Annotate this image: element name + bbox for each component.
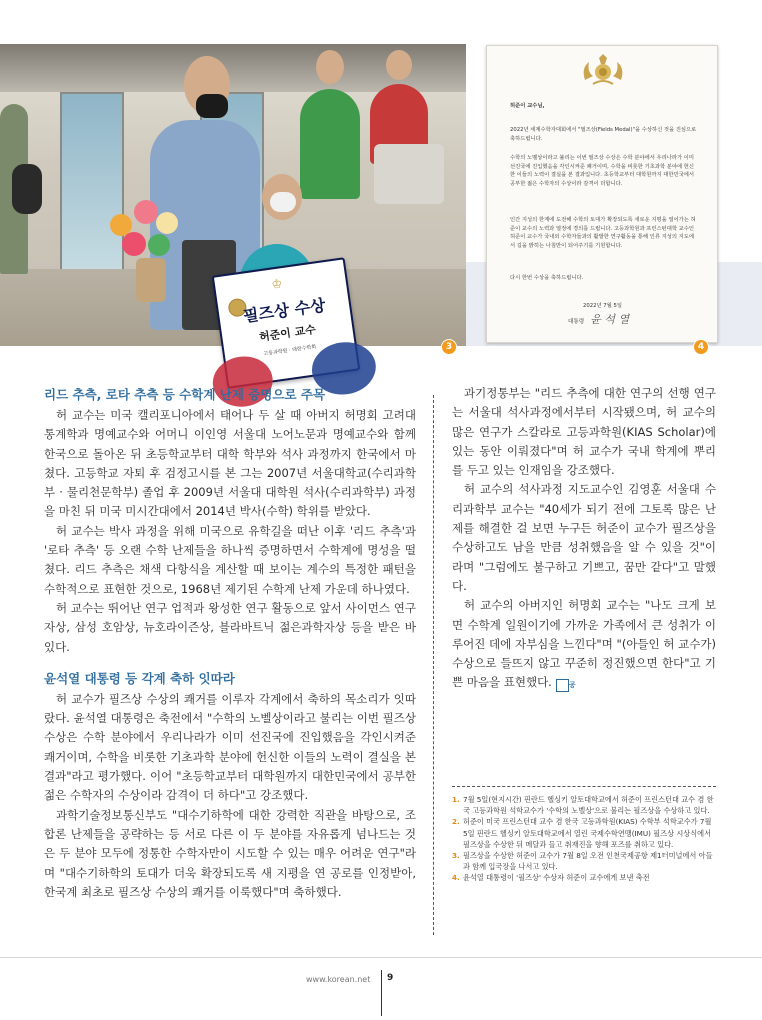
caption-item	[452, 850, 716, 872]
photo-person-head	[316, 50, 344, 84]
caption-number: 4.	[452, 873, 460, 883]
footer-rule	[0, 957, 762, 958]
photo-luggage	[374, 144, 444, 204]
caption-number: 2.	[452, 817, 460, 827]
caption-text: 7월 5일(현지시간) 핀란드 헬싱키 알토대학교에서 허준이 프린스턴대 교수 겸 한국 고등과학원 석학교수가 '수학의 노벨상'으로 불리는 필즈상을 수상하고 있다.	[463, 795, 714, 816]
paragraph: 허 교수는 박사 과정을 위해 미국으로 유학길을 떠난 이후 '리드 추측'과 '로타 추측' 등 오랜 수학 난제들을 하나씩 증명하면서 수학계에 명성을 떨쳤다. 리드 추측은 채색 다항식을 계산할 때 보이는 계수의 특정한 패턴을 수학적으로 표현한 것으로, 1968년 제기된 수학계 난제 가운데 하나였다.	[44, 523, 416, 596]
footer-divider	[381, 970, 382, 1016]
caption-item	[452, 794, 716, 816]
sign-name: 허준이 교수	[258, 322, 317, 344]
letter-date: 2022년 7월 5일	[583, 303, 622, 309]
letter-paragraph: 다시 한번 수상을 축하드립니다.	[510, 275, 584, 281]
caption-item	[452, 816, 716, 850]
photo-person	[300, 89, 360, 199]
footnote-separator	[452, 786, 716, 787]
photo-bag	[12, 164, 42, 214]
caption-number: 3.	[452, 851, 460, 861]
paragraph	[452, 596, 716, 692]
letter-signer: 대통령	[568, 319, 585, 325]
section-heading: 리드 추측, 로타 추측 등 수학계 난제 증명으로 주목	[44, 387, 326, 402]
right-column	[452, 384, 716, 693]
paragraph-text: 허 교수의 아버지인 허명회 교수는 "나도 크게 보면 수학계 일원이기에 가까운 가족에서 큰 성취가 이루어진 데에 자부심을 느낀다"며 "(아들인 허 교수가) 수상으로 들뜨지 않고 꾸준히 정진했으면 한다"고 기쁜 마음을 표현했다.	[452, 598, 716, 690]
photo-boy-mask	[270, 192, 296, 212]
congratulatory-letter	[486, 45, 718, 343]
photo-captions	[452, 794, 716, 884]
sign-title: 필즈상 수상	[241, 295, 327, 326]
caption-number: 1.	[452, 795, 460, 804]
caption-item	[452, 872, 716, 883]
photo-person-head	[386, 50, 412, 80]
paragraph: 허 교수가 필즈상 수상의 쾌거를 이루자 각계에서 축하의 목소리가 잇따랐다. 윤석열 대통령은 축전에서 "수학의 노벨상이라고 불리는 이번 필즈상 수상은 수학 분야에서 우리나라가 이미 선진국에 진입했음을 각인시켜준 쾌거이며, 수학을 비롯한 기초과학 분야에 헌신한 이들의 노력이 결실을 본 결과"라고 평가했다. 이어 "초등학교부터 대학원까지 대한민국에서 공부한 젊은 수학자의 수상이라 감격이 더 하다"고 강조했다.	[44, 691, 416, 803]
letter-greeting: 허준이 교수님,	[510, 103, 545, 109]
end-mark-icon: 공	[556, 679, 569, 692]
paragraph: 허 교수의 석사과정 지도교수인 김영훈 서울대 수리과학부 교수는 "40세가 되기 전에 그토록 많은 난제를 해결한 걸 보면 누구든 허준이 교수가 필즈상을 수상하고도 남을 만큼 성취했음을 알 수 있을 것"이라며 "그럼에도 불구하고 기쁘고, 꿈만 같다"고 말했다.	[452, 482, 716, 593]
caption-text: 윤석열 대통령이 '필즈상' 수상자 허준이 교수에게 보낸 축전	[463, 873, 650, 883]
letter-paragraph: 2022년 세계수학자대회에서 "필즈상(Fields Medal)"을 수상하신 것을 진심으로 축하드립니다.	[510, 127, 697, 142]
paragraph: 과학기술정보통신부도 "대수기하학에 대한 강력한 직관을 바탕으로, 조합론 난제들을 공략하는 등 서로 다른 이 두 분야를 자유롭게 넘나드는 것은 두 분야 모두에 정통한 수학자만이 시도할 수 있는 매우 어려운 연구"라며 "대수기하학의 토대가 더욱 확장되도록 새 지평을 연 공로를 인정받아, 한국계 최초로 필즈상 수상의 쾌거를 이룩했다"며 축하했다.	[44, 807, 416, 899]
airport-photo	[0, 44, 466, 358]
footer-website: www.korean.net	[306, 975, 371, 984]
paragraph: 과기정통부는 "리드 추측에 대한 연구의 선행 연구는 서울대 석사과정에서부터 시작됐으며, 허 교수의 많은 연구가 스칼라로 고등과학원(KIAS Scholar)에 있는 동안 이뤄졌다"며 허 교수가 국내 학계에 뿌리를 두고 있는 인재임을 강조했다.	[452, 386, 716, 478]
column-divider	[433, 395, 434, 935]
caption-text: 허준이 미국 프린스턴대 교수 겸 한국 고등과학원(KIAS) 수학부 석학교수가 7월 5일 핀란드 헬싱키 알토대학교에서 열린 국제수학연맹(IMU) 필즈상 시상식에서 필즈상을 수상한 뒤 메달과 들고 취재진을 향해 포즈를 취하고 있다.	[463, 817, 712, 849]
letter-signature-block	[568, 313, 630, 327]
caption-text: 필즈상을 수상한 허준이 교수가 7월 8일 오전 인천국제공항 제1터미널에서 아들과 함께 입국장을 나서고 있다.	[463, 851, 713, 872]
presidential-emblem-icon	[579, 54, 627, 88]
photo-number-badge: 3	[441, 339, 457, 355]
letter-paragraph: 수학의 노벨상이라고 불리는 이번 필즈상 수상은 수학 분야에서 우리나라가 이미 선진국에 진입했음을 각인시켜준 쾌거이며, 수학을 비롯한 기초과학 분야에 헌신한 이들의 노력이 결실을 본 결과입니다. 초등학교부터 대학원까지 대한민국에서 공부한 젊은 수학자의 수상이라 감격이 더합니다.	[510, 155, 695, 187]
letter-number-badge: 4	[693, 339, 709, 355]
letter-signature: 윤 석 열	[590, 313, 630, 326]
photo-bouquet	[100, 194, 200, 304]
crest-icon: ♔	[270, 276, 284, 292]
photo-man-mask	[196, 94, 228, 118]
award-sign	[212, 257, 361, 389]
paragraph: 허 교수는 미국 캘리포니아에서 태어나 두 살 때 아버지 허명회 고려대 통계학과 명예교수와 어머니 이인영 서울대 노어노문과 명예교수와 함께 한국으로 돌아온 뒤 초등학교부터 대학 학부와 석사 과정까지 한국에서 마쳤다. 고등학교 자퇴 후 검정고시를 본 그는 2007년 서울대학교(수리과학부 · 물리천문학부) 졸업 후 2009년 서울대 대학원 석사(수리과학부) 과정을 마친 뒤 미국 미시간대에서 2014년 박사(수학) 학위를 받았다.	[44, 408, 416, 519]
sign-org: 고등과학원 · 대한수학회	[263, 344, 317, 358]
page-number: 9	[387, 973, 394, 983]
letter-paragraph: 인간 지성의 한계에 도전해 수학의 토대가 확장되도록 새로운 지평을 열어가는 허준이 교수의 노력과 열정에 경의를 드립니다. 고등과학원과 프린스턴대학 교수인 허준이 교수가 국내외 수학자들과의 활발한 연구활동을 통해 인류 지성의 지도에서 길을 밝히는 나침반이 되어주기를 기원합니다.	[510, 217, 696, 249]
section-heading: 윤석열 대통령 등 각계 축하 잇따라	[44, 670, 235, 686]
paragraph: 허 교수는 뛰어난 연구 업적과 왕성한 연구 활동으로 앞서 사이먼스 연구자상, 삼성 호암상, 뉴호라이즌상, 블라바트닉 젊은과학자상 등을 받은 바 있다.	[44, 600, 416, 654]
left-column	[44, 384, 416, 902]
